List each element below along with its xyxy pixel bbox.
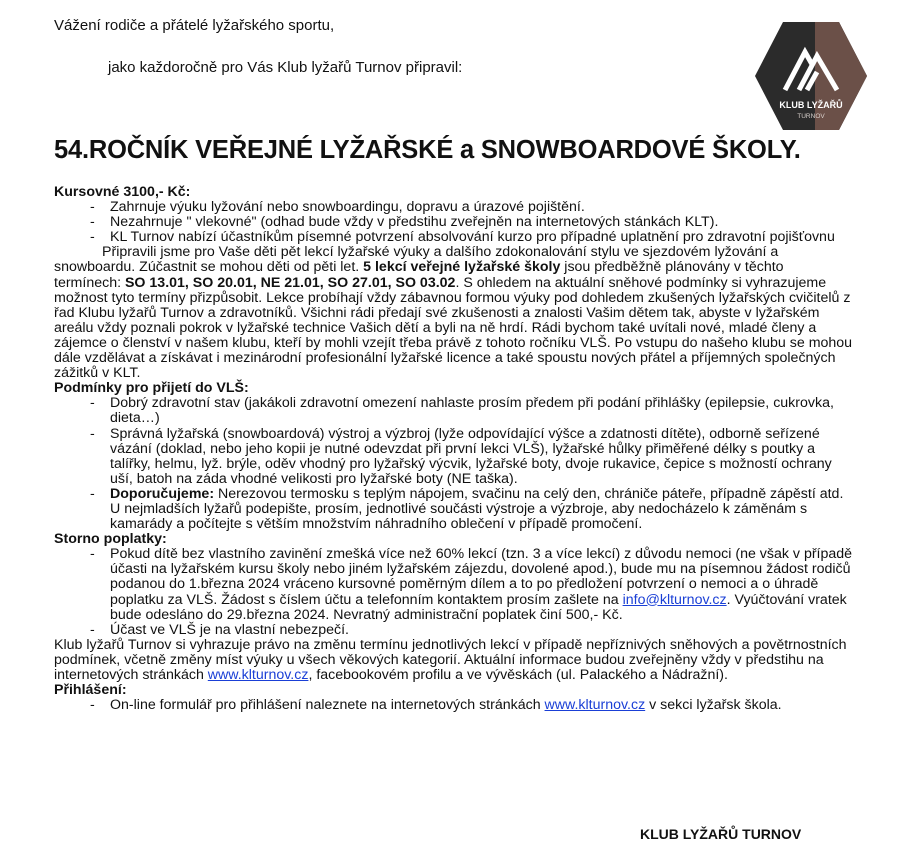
lesson-count: 5 lekcí veřejné lyžařské školy [363,259,561,276]
list-item: - Zahrnuje výuku lyžování nebo snowboardingu, dopravu a úrazové pojištění. [54,200,854,215]
website-link[interactable]: www.klturnov.cz [544,697,646,714]
changes-paragraph: Klub lyžařů Turnov si vyhrazuje právo na změnu termínu jednotlivých lekcí v případě nepříznivých sněhových a povětrnostních podmínek, včetně změny míst výuky u všech věkových kategorií. Aktuální informace budou zveřejněny vždy v předstihu na internetových stránkách www.klturnov.cz, facebookovém profilu a ve vývěskách (ul. Palackého a Nádražní). [54,636,847,683]
greeting: Vážení rodiče a přátelé lyžařského sportu, [54,17,335,34]
list-item: - KL Turnov nabízí účastníkům písemné potvrzení absolvování kurzo pro případné uplatnění pro zdravotní pojišťovnu [54,230,854,245]
signature: KLUB LYŽAŘŮ TURNOV [640,826,802,842]
list-item: - Pokud dítě bez vlastního zavinění zmešká více než 60% lekcí (tzn. 3 a více lekcí) z důvodu nemoci (ne však v případě účasti na lyžařském kursu školy nebo jiném lyžařském zájezdu, dovolené apod.), bude mu na písemnou žádost rodičů podanou do 1.března 2024 vráceno kursovné poměrným dílem a to po předložení potvrzení o nemoci a o úhradě poplatku za VLŠ. Žádost s číslem účtu a telefonním kontaktem prosím zašlete na info@klturnov.cz. Vyúčtování vratek bude odesláno do 29.března 2024. Nevratný administrační poplatek činí 500,- Kč. [54,547,854,622]
club-logo [755,20,867,132]
price-list [54,200,854,245]
email-link[interactable]: info@klturnov.cz [622,591,727,608]
intro-paragraph: Připravili jsme pro Vaše děti pět lekcí lyžařské výuky a dalšího zdokonalování stylu ve sjezdovém lyžování a snowboardu. Zúčastnit se mohou děti od pěti let. 5 lekcí veřejné lyžařské školy jsou předběžně plánovány v těchto termínech: SO 13.01, SO 20.01, NE 21.01, SO 27.01, SO 03.02. S ohledem na aktuální sněhové podmínky si vyhrazujeme možnost tyto termíny přizpůsobit. Lekce probíhají vždy zábavnou formou výuky pod dohledem zkušených lyžařských cvičitelů z řad Klubu lyžařů Turnov a zdravotníků. Všichni rádi předají své zkušenosti a znalosti Vašim dětem tak, abyste v lyžařském areálu vždy poznali pokrok v lyžařské technice Vašich dětí a byli na ně hrdí. Rádi bychom také uvítali nové, mladé členy a zájemce o členství v našem klubu, kteří by mohli vzejít třeba právě z tohoto ročníku VLŠ. Po vstupu do našeho klubu se mohou dále vzdělávat a získávat i mezinárodní profesionální lyžařské licence a také spoustu nových přátel a příjemných společných zážitků v KLT. [54,244,853,382]
conditions-list [54,396,854,532]
list-item: - On-line formulář pro přihlášení naleznete na internetových stránkách www.klturnov.cz v sekci lyžařsk škola. [54,698,854,713]
website-link[interactable]: www.klturnov.cz [207,667,309,683]
document-body [54,185,854,713]
conditions-heading: Podmínky pro přijetí do VLŠ: [54,380,249,397]
storno-heading: Storno poplatky: [54,531,167,548]
signup-list [54,698,854,713]
signup-heading: Přihlášení: [54,682,127,699]
list-item: - Doporučujeme: Nerezovou termosku s teplým nápojem, svačinu na celý den, chrániče páteře, případně zápěstí atd. U nejmladších lyžařů podepište, prosím, jednotlivé součásti výstroje a výzbroje, aby nedocházelo k záměnám s kamarády a počítejte s větším množstvím náhradního oblečení v případě promočení. [54,487,854,532]
logo-text-2: TURNOV [797,113,825,120]
list-item: - Nezahrnuje " vlekovné" (odhad bude vždy v předstihu zveřejněn na internetových stánkách KLT). [54,215,854,230]
storno-list [54,547,854,638]
list-item: - Správná lyžařská (snowboardová) výstroj a výzbroj (lyže odpovídající výšce a zdatnosti dítěte), odborně seřízené vázání (doklad, nebo jeho kopii je nutné odevzdat při první lekci VLŠ), lyžařské hůlky přiměřené délky s poutky a talířky, helmu, lyž. brýle, oděv vhodný pro lyžařský výcvik, lyžařské boty, dvoje rukavice, čepice s možností ochrany uší, batoh na záda vhodné velikosti pro lyžařské boty (NE taška). [54,427,854,487]
price-heading: Kursovné 3100,- Kč: [54,184,191,200]
logo-text-1: KLUB LYŽAŘŮ [779,100,843,110]
intro-line: jako každoročně pro Vás Klub lyžařů Turnov připravil: [108,59,463,76]
list-item: - Dobrý zdravotní stav (jakákoli zdravotní omezení nahlaste prosím předem při podání přihlášky (epilepsie, cukrovka, dieta…) [54,396,854,426]
lesson-dates: SO 13.01, SO 20.01, NE 21.01, SO 27.01, SO 03.02 [124,274,456,291]
list-item: - Účast ve VLŠ je na vlastní nebezpečí. [54,623,854,638]
page-title: 54.ROČNÍK VEŘEJNÉ LYŽAŘSKÉ a SNOWBOARDOVÉ ŠKOLY. [54,136,801,164]
